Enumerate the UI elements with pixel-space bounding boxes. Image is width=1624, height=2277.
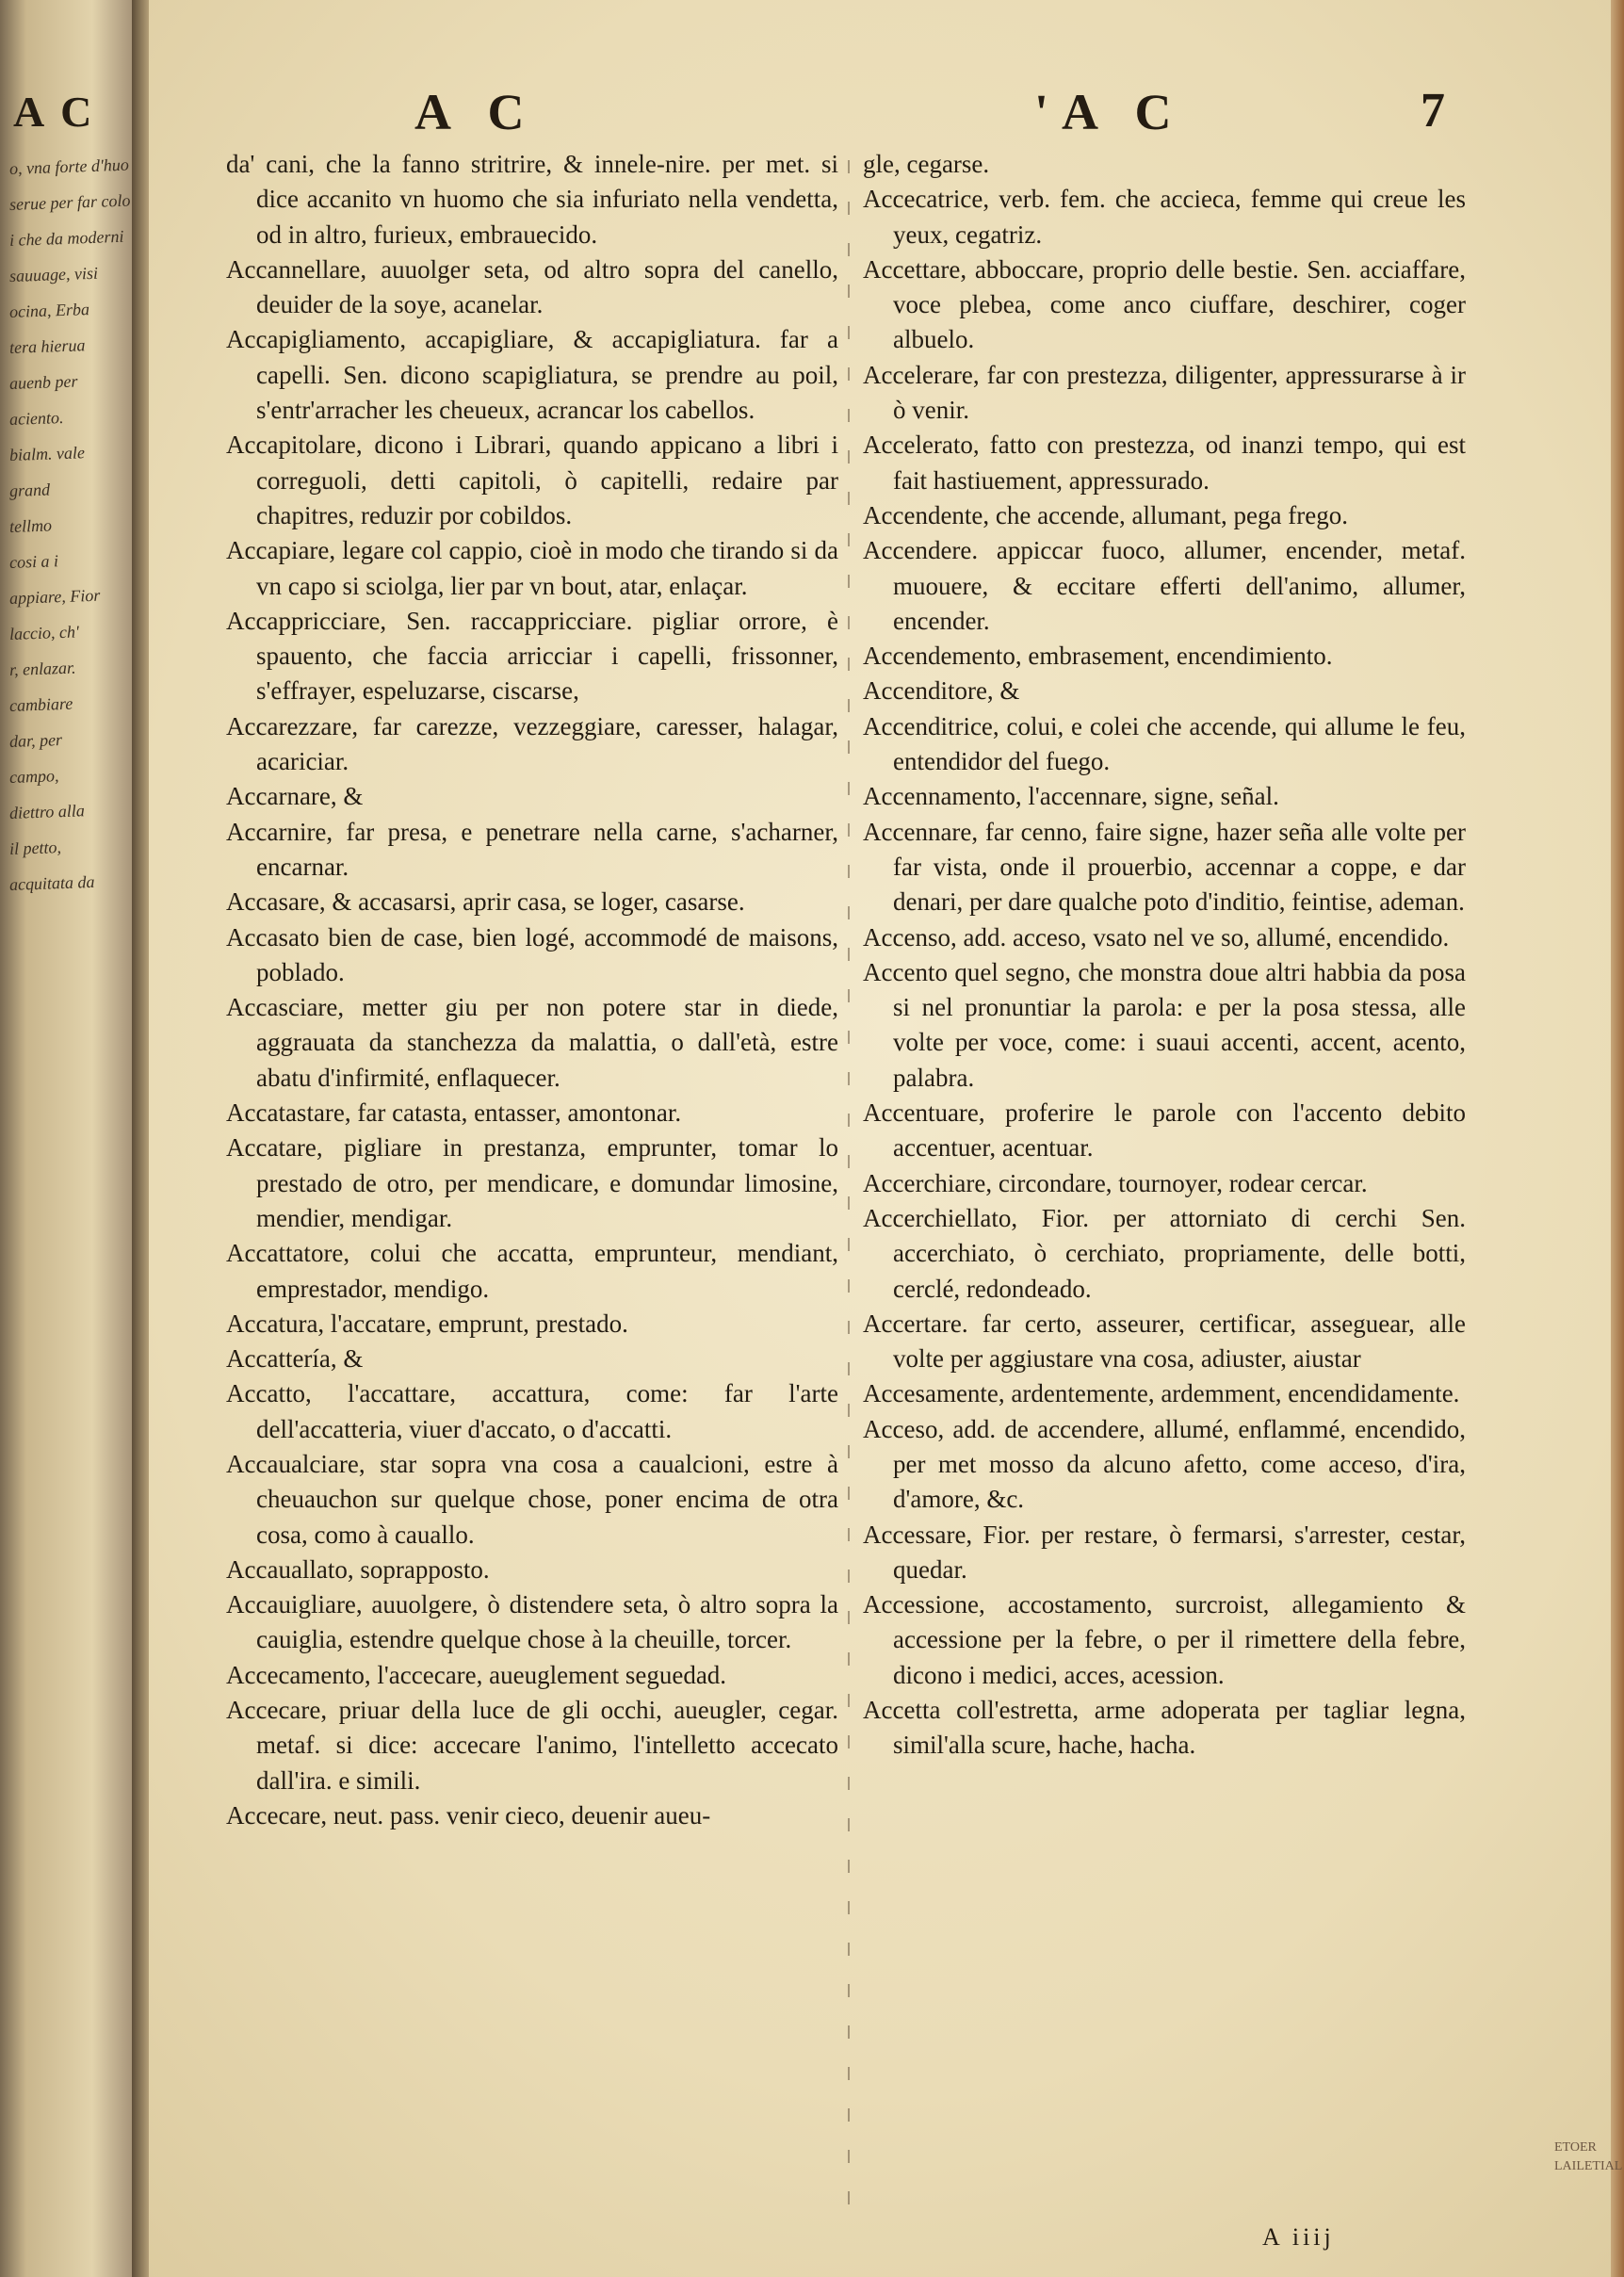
- dictionary-entry: gle, cegarse.: [863, 150, 990, 178]
- right-column: [863, 147, 1466, 1764]
- running-head-left: A C: [414, 84, 538, 140]
- dictionary-entry: Accatto, l'accattare, accattura, come: far l'arte dell'accatteria, viuer d'accato, o d'accatti.: [226, 1379, 838, 1443]
- previous-page-fragment: acquitata da: [8, 871, 95, 894]
- dictionary-entry: Accarezzare, far carezze, vezzeggiare, caresser, halagar, acariciar.: [226, 711, 838, 776]
- dictionary-entry: Accendemento, embrasement, encendimiento.: [863, 642, 1333, 671]
- dictionary-entry: Accertare. far certo, asseurer, certificar, asseguear, alle volte per aggiustare vna cosa, adiuster, aiustar: [863, 1309, 1466, 1374]
- previous-page-fragment: campo,: [8, 766, 59, 787]
- edge-print-line: ETOER: [1554, 2140, 1597, 2155]
- dictionary-entry: Accapigliamento, accapigliare, & accapigliatura. far a capelli. Sen. dicono scapigliatura, se prendre au poil, s'entr'arracher les cheueux, acrancar los cabellos.: [226, 325, 838, 425]
- dictionary-entry: Acceso, add. de accendere, allumé, enflammé, encendido, per met mosso da alcuno afetto, come acceso, d'ira, d'amore, &c.: [863, 1414, 1466, 1514]
- dictionary-entry: da' cani, che la fanno stritrire, & innele-nire. per met. si dice accanito vn huomo che sia infuriato nella vendetta, od in altro, furieux, embrauecido.: [226, 150, 838, 249]
- dictionary-entry: Accenditrice, colui, e colei che accende, qui allume le feu, entendidor del fuego.: [863, 711, 1466, 776]
- previous-page-fragment: diettro alla: [8, 801, 86, 822]
- previous-page-header: A C: [13, 88, 96, 136]
- dictionary-entry: Accecare, neut. pass. venir cieco, deuenir aueu-: [226, 1800, 711, 1830]
- dictionary-entry: Accessare, Fior. per restare, ò fermarsi, s'arrester, cestar, quedar.: [863, 1520, 1466, 1584]
- dictionary-entry: Accetta coll'estretta, arme adoperata per tagliar legna, simil'alla scure, hache, hacha.: [863, 1696, 1466, 1760]
- dictionary-entry: Accasare, & accasarsi, aprir casa, se loger, casarse.: [226, 887, 745, 917]
- previous-page-fragment: r, enlazar.: [8, 658, 76, 679]
- dictionary-entry: Accattatore, colui che accatta, emprunteur, mendiant, emprestador, mendigo.: [226, 1239, 838, 1303]
- dictionary-entry: Accappricciare, Sen. raccappricciare. pigliar orrore, è spauento, che faccia arricciar i capelli, frissonner, s'effrayer, espeluzarse, ciscarse,: [226, 606, 838, 706]
- dictionary-entry: Accennamento, l'accennare, signe, señal.: [863, 782, 1279, 811]
- dictionary-entry: Accarnire, far presa, e penetrare nella carne, s'acharner, encarnar.: [226, 817, 838, 881]
- previous-page-fragment: sauuage, visi: [8, 263, 99, 285]
- previous-page-fragment: tellmo: [8, 515, 53, 536]
- dictionary-entry: Accarnare, &: [226, 782, 364, 811]
- page-number: 7: [1421, 84, 1445, 138]
- left-column: [226, 147, 838, 1833]
- book-gutter: [132, 0, 149, 2277]
- dictionary-entry: Accesamente, ardentemente, ardemment, encendidamente.: [863, 1379, 1460, 1408]
- dictionary-entry: Accessione, accostamento, surcroist, allegamiento & accessione per la febre, o per il rimettere della febre, dicono i medici, acces, acession.: [863, 1590, 1466, 1689]
- edge-print-line: LAILETIAL: [1554, 2159, 1623, 2173]
- previous-page-fragment: grand: [8, 480, 51, 500]
- previous-page-fragment: bialm. vale: [8, 443, 86, 464]
- dictionary-entry: Accendente, che accende, allumant, pega frego.: [863, 500, 1348, 529]
- dictionary-entry: Accennare, far cenno, faire signe, hazer seña alle volte per far vista, onde il prouerbio, accennar a coppe, e dar denari, per dare qualche poto d'inditio, feintise, ademan.: [863, 817, 1466, 917]
- previous-page-fragment: serue per far colo: [8, 190, 131, 214]
- dictionary-entry: Accenditore, &: [863, 676, 1020, 706]
- dictionary-entry: Accecatrice, verb. fem. che accieca, femme qui creue les yeux, cegatriz.: [863, 185, 1466, 249]
- dictionary-entry: Accento quel segno, che monstra doue altri habbia da posa si nel pronuntiar la parola: e per la posa stessa, alle volte per voce, come: i suaui accenti, accent, acento, palabra.: [863, 957, 1466, 1092]
- previous-page-fragment: appiare, Fior: [8, 585, 101, 608]
- dictionary-entry: Accecare, priuar della luce de gli occhi, aueugler, cegar. metaf. si dice: accecare l'animo, l'intelletto accecato dall'ira. e simili.: [226, 1696, 838, 1795]
- page-edge-right: [1611, 0, 1624, 2277]
- dictionary-entry: Accelerare, far con prestezza, diligenter, appressurarse à ir ò venir.: [863, 360, 1466, 425]
- previous-page-fragment: auenb per: [8, 371, 78, 393]
- column-rule: [848, 160, 850, 2233]
- dictionary-entry: Accaualciare, star sopra vna cosa a caualcioni, estre à cheuauchon sur quelque chose, poner encima de otra cosa, como à cauallo.: [226, 1449, 838, 1549]
- dictionary-entry: Accecamento, l'accecare, aueuglement seguedad.: [226, 1660, 727, 1689]
- previous-page-fragment: i che da moderni: [8, 226, 124, 250]
- previous-page-edge: [0, 0, 132, 2277]
- previous-page-fragment: tera hierua: [8, 335, 86, 357]
- dictionary-entry: Accapitolare, dicono i Librari, quando appicano a libri i correguoli, detti capitoli, ò capitelli, redaire par chapitres, reduzir por cobildos.: [226, 431, 838, 529]
- dictionary-entry: Accapiare, legare col cappio, cioè in modo che tirando si da vn capo si sciolga, lier par vn bout, atar, enlaçar.: [226, 536, 838, 600]
- dictionary-entry: Accasciare, metter giu per non potere star in diede, aggrauata da stanchezza da malattia, o dall'età, estre abatu d'infirmité, enflaquecer.: [226, 993, 838, 1092]
- previous-page-fragment: cambiare: [8, 693, 73, 715]
- dictionary-entry: Accatastare, far catasta, entasser, amontonar.: [226, 1098, 682, 1128]
- dictionary-entry: Accettare, abboccare, proprio delle bestie. Sen. acciaffare, voce plebea, come anco ciuffare, deschirer, coger albuelo.: [863, 254, 1466, 354]
- signature-mark: A iiij: [1262, 2223, 1335, 2251]
- dictionary-entry: Accelerato, fatto con prestezza, od inanzi tempo, qui est fait hastiuement, appressurado.: [863, 431, 1466, 495]
- dictionary-entry: Accatare, pigliare in prestanza, emprunter, tomar lo prestado de otro, per mendicare, e domundar limosine, mendier, mendigar.: [226, 1133, 838, 1232]
- dictionary-entry: Accerchiellato, Fior. per attorniato di cerchi Sen. accerchiato, ò cerchiato, propriamente, delle botti, cerclé, redondeado.: [863, 1203, 1466, 1303]
- previous-page-fragment: ocina, Erba: [8, 300, 90, 321]
- dictionary-entry: Accatura, l'accatare, emprunt, prestado.: [226, 1309, 628, 1338]
- dictionary-entry: Accendere. appiccar fuoco, allumer, encender, metaf. muouere, & eccitare efferti dell'animo, allumer, encender.: [863, 536, 1466, 635]
- dictionary-entry: Accerchiare, circondare, tournoyer, rodear cercar.: [863, 1168, 1368, 1197]
- dictionary-entry: Accannellare, auuolger seta, od altro sopra del canello, deuider de la soye, acanelar.: [226, 254, 838, 319]
- previous-page-fragment: laccio, ch': [8, 622, 80, 643]
- previous-page-fragment: o, vna forte d'huo: [8, 155, 130, 178]
- previous-page-fragment: aciento.: [8, 407, 64, 429]
- previous-page-fragment: cosi a i: [8, 551, 59, 572]
- dictionary-entry: Accentuare, proferire le parole con l'accento debito accentuer, acentuar.: [863, 1098, 1466, 1163]
- dictionary-entry: Accauallato, soprapposto.: [226, 1554, 490, 1584]
- running-head-right: 'A C: [1034, 84, 1185, 140]
- previous-page-fragment: dar, per: [8, 730, 63, 751]
- dictionary-entry: Accenso, add. acceso, vsato nel ve so, allumé, encendido.: [863, 922, 1450, 951]
- previous-page-fragments: [9, 151, 132, 903]
- previous-page-fragment: il petto,: [8, 838, 62, 858]
- dictionary-entry: Accattería, &: [226, 1344, 364, 1374]
- edge-showthrough: [1554, 2139, 1623, 2176]
- dictionary-entry: Accasato bien de case, bien logé, accommodé de maisons, poblado.: [226, 922, 838, 986]
- dictionary-entry: Accauigliare, auuolgere, ò distendere seta, ò altro sopra la cauiglia, estendre quelque chose à la cheuille, torcer.: [226, 1590, 838, 1654]
